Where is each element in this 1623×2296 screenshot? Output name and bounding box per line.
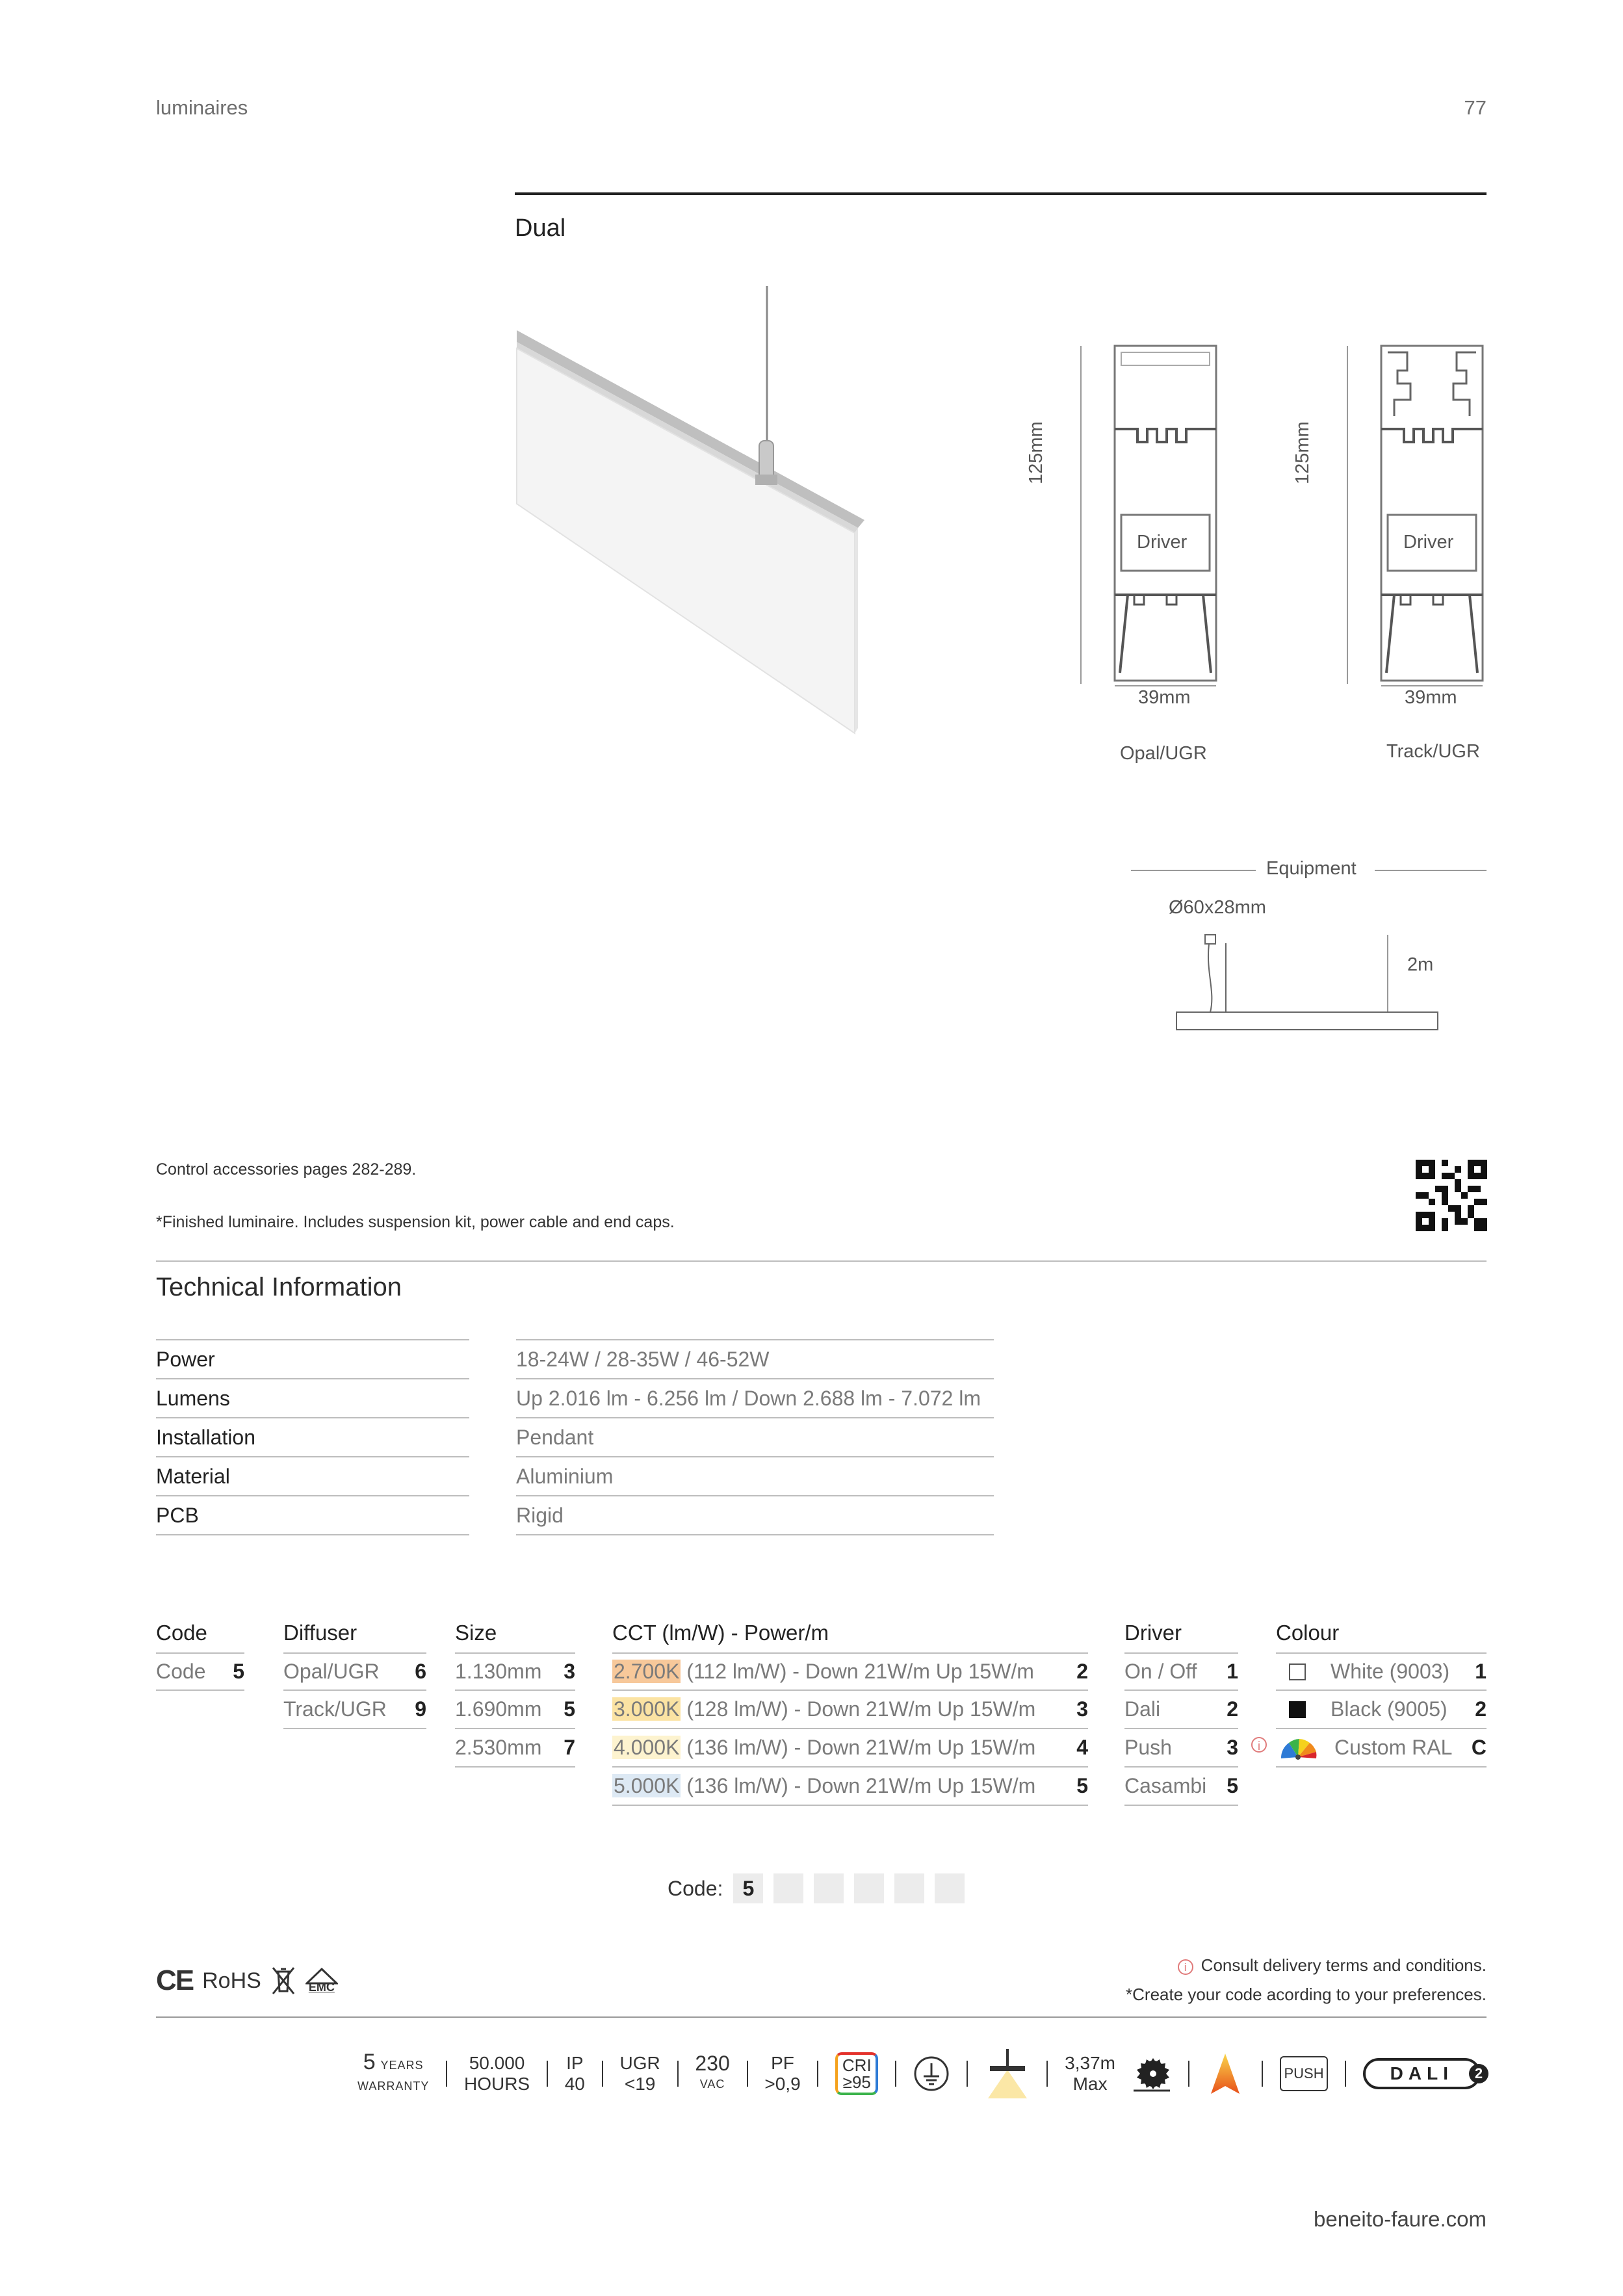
cct-option[interactable] <box>612 1768 1088 1806</box>
cct-details: (136 lm/W) - Down 21W/m Up 15W/m <box>681 1774 1036 1797</box>
driver-label: Dali <box>1124 1697 1161 1721</box>
ral-fan-icon <box>1276 1734 1321 1762</box>
code-builder-label: Code: <box>668 1876 723 1900</box>
specs-strip <box>357 2041 1488 2106</box>
code-row-code: 5 <box>233 1660 244 1683</box>
colour-option[interactable] <box>1276 1652 1487 1691</box>
tech-row <box>156 1379 994 1418</box>
cri-badge <box>835 2052 878 2095</box>
code-box-4[interactable] <box>854 1873 884 1903</box>
size-label: 1.130mm <box>455 1660 542 1683</box>
earth-ground-icon <box>913 2055 950 2092</box>
separator <box>817 2061 818 2087</box>
certifications <box>156 1964 338 1997</box>
track-driver-label: Driver <box>1403 532 1454 553</box>
pf-label: PF <box>771 2053 794 2073</box>
opal-caption: Opal/UGR <box>1120 743 1207 764</box>
code-builder <box>668 1873 965 1903</box>
colour-code: 1 <box>1475 1660 1487 1683</box>
driver-code: 1 <box>1227 1660 1238 1683</box>
cct-column <box>612 1619 1088 1806</box>
section-label: luminaires <box>156 96 248 119</box>
cct-details: (128 lm/W) - Down 21W/m Up 15W/m <box>681 1697 1036 1721</box>
delivery-info-icon: i <box>1178 1959 1193 1975</box>
cct-details: (136 lm/W) - Down 21W/m Up 15W/m <box>681 1736 1036 1759</box>
opal-section-drawing <box>1037 338 1232 702</box>
warranty-years: YEARS <box>380 2058 424 2072</box>
ugr-label: UGR <box>619 2053 660 2073</box>
driver-label: On / Off <box>1124 1660 1197 1683</box>
code-column <box>156 1619 244 1691</box>
cct-code: 2 <box>1076 1660 1088 1683</box>
tech-row <box>156 1340 994 1379</box>
tech-value: Up 2.016 lm - 6.256 lm / Down 2.688 lm - 7.072 lm <box>516 1379 994 1418</box>
colour-option[interactable] <box>1276 1691 1487 1729</box>
tech-key: Material <box>156 1457 469 1496</box>
opal-height-label: 125mm <box>1026 421 1046 484</box>
colour-header: Colour <box>1276 1621 1340 1645</box>
black-swatch-icon <box>1289 1701 1306 1718</box>
code-box-6[interactable] <box>935 1873 965 1903</box>
tech-value: 18-24W / 28-35W / 46-52W <box>516 1340 994 1379</box>
warranty-num: 5 <box>363 2049 376 2074</box>
separator <box>895 2061 896 2087</box>
driver-option[interactable] <box>1124 1691 1238 1729</box>
white-swatch-icon <box>1289 1663 1306 1680</box>
cct-header: CCT (lm/W) - Power/m <box>612 1621 829 1645</box>
voltage-value: 230 <box>695 2052 730 2075</box>
cct-temp-badge: 4.000K <box>614 1736 680 1759</box>
code-box-5[interactable] <box>894 1873 924 1903</box>
separator <box>967 2061 968 2087</box>
equipment-size: Ø60x28mm <box>1169 897 1266 918</box>
ip-label: IP <box>566 2053 584 2073</box>
size-code: 5 <box>564 1697 575 1721</box>
product-image <box>507 286 871 741</box>
colour-label: White (9003) <box>1331 1660 1450 1683</box>
tech-top-rule <box>156 1260 1487 1262</box>
separator <box>677 2061 679 2087</box>
size-option[interactable] <box>455 1729 575 1768</box>
saw-cut-icon <box>1132 2054 1171 2093</box>
separator <box>602 2061 603 2087</box>
colour-column <box>1276 1619 1487 1768</box>
delivery-note <box>1178 1955 1487 1976</box>
diffuser-header: Diffuser <box>283 1621 357 1645</box>
weee-bin-icon <box>270 1965 296 1996</box>
tech-row <box>156 1418 994 1457</box>
ip-value: 40 <box>564 2074 585 2094</box>
cct-temp-badge: 3.000K <box>614 1697 680 1721</box>
cct-code: 3 <box>1076 1697 1088 1721</box>
dimmable-flame-icon <box>1206 2051 1245 2096</box>
page-number: 77 <box>1464 96 1487 119</box>
code-row-label: Code <box>156 1660 206 1683</box>
size-code: 7 <box>564 1736 575 1759</box>
cct-code: 5 <box>1076 1774 1088 1797</box>
diffuser-option[interactable] <box>283 1652 426 1691</box>
pf-value: >0,9 <box>764 2074 801 2094</box>
cct-details: (112 lm/W) - Down 21W/m Up 15W/m <box>681 1660 1034 1683</box>
hours-badge <box>464 2053 530 2094</box>
title-rule <box>515 192 1487 195</box>
voltage-unit: VAC <box>699 2078 725 2091</box>
variant-title: Dual <box>515 215 566 242</box>
pf-badge <box>764 2053 800 2094</box>
tech-key: PCB <box>156 1496 469 1535</box>
warranty-word: WARRANTY <box>357 2079 430 2093</box>
separator <box>547 2061 548 2087</box>
track-height-label: 125mm <box>1292 421 1313 484</box>
equipment-title: Equipment <box>1266 858 1357 879</box>
colour-label: Custom RAL <box>1334 1736 1453 1759</box>
size-column <box>455 1619 575 1768</box>
separator <box>1262 2061 1263 2087</box>
delivery-text: Consult delivery terms and conditions. <box>1201 1955 1487 1975</box>
ce-mark-icon: CE <box>156 1964 194 1996</box>
track-section-drawing <box>1303 338 1498 702</box>
rohs-label: RoHS <box>202 1968 261 1993</box>
cct-temp-badge: 2.700K <box>614 1660 680 1683</box>
size-label: 2.530mm <box>455 1736 542 1759</box>
ugr-badge <box>620 2053 660 2094</box>
code-row[interactable] <box>156 1652 244 1691</box>
driver-header: Driver <box>1124 1621 1182 1645</box>
cable-length: 2m <box>1407 954 1434 975</box>
diffuser-label: Opal/UGR <box>283 1660 380 1683</box>
equipment-rule-right <box>1375 870 1487 871</box>
tech-table <box>156 1339 994 1535</box>
separator <box>747 2061 748 2087</box>
website-link[interactable]: beneito-faure.com <box>1314 2207 1487 2231</box>
separator <box>1046 2061 1048 2087</box>
emc-mark-icon <box>305 1968 338 1994</box>
equipment-rule-left <box>1131 870 1256 871</box>
separator <box>1188 2061 1189 2087</box>
driver-code: 2 <box>1227 1697 1238 1721</box>
tech-key: Power <box>156 1340 469 1379</box>
driver-label: Push <box>1124 1736 1172 1759</box>
code-box-1: 5 <box>733 1873 763 1903</box>
finished-note: *Finished luminaire. Includes suspension kit, power cable and end caps. <box>156 1213 675 1231</box>
tech-row <box>156 1457 994 1496</box>
size-option[interactable] <box>455 1691 575 1729</box>
separator <box>1345 2061 1346 2087</box>
separator <box>446 2061 447 2087</box>
size-label: 1.690mm <box>455 1697 542 1721</box>
colour-option[interactable] <box>1276 1729 1487 1768</box>
driver-label: Casambi <box>1124 1774 1207 1797</box>
tech-title: Technical Information <box>156 1273 402 1301</box>
driver-code: 5 <box>1227 1774 1238 1797</box>
diffuser-label: Track/UGR <box>283 1697 387 1721</box>
diffuser-column <box>283 1619 426 1729</box>
diffuser-code: 6 <box>415 1660 426 1683</box>
info-icon[interactable]: i <box>1251 1737 1267 1753</box>
hours-num: 50.000 <box>469 2053 525 2073</box>
pendant-light-icon <box>985 2048 1030 2100</box>
track-caption: Track/UGR <box>1386 741 1480 762</box>
cct-code: 4 <box>1076 1736 1088 1759</box>
dali-version: 2 <box>1469 2064 1488 2083</box>
footer-rule <box>156 2016 1487 2018</box>
dali-text: DALI <box>1363 2058 1481 2089</box>
diffuser-option[interactable] <box>283 1691 426 1729</box>
colour-code: C <box>1471 1736 1487 1759</box>
cct-option[interactable] <box>612 1729 1088 1768</box>
dali-logo <box>1363 2058 1488 2089</box>
code-box-2[interactable] <box>773 1873 803 1903</box>
tech-value: Pendant <box>516 1418 994 1457</box>
cri-value: ≥95 <box>842 2072 871 2092</box>
opal-width-label: 39mm <box>1138 687 1191 708</box>
code-header: Code <box>156 1621 207 1645</box>
tech-key: Lumens <box>156 1379 469 1418</box>
control-note: Control accessories pages 282-289. <box>156 1160 417 1179</box>
driver-option[interactable] <box>1124 1652 1238 1691</box>
max-length-badge <box>1065 2053 1115 2094</box>
qr-code[interactable] <box>1416 1160 1487 1231</box>
cct-option[interactable] <box>612 1691 1088 1729</box>
diffuser-code: 9 <box>415 1697 426 1721</box>
tech-value: Aluminium <box>516 1457 994 1496</box>
max-length: 3,37m <box>1065 2053 1115 2073</box>
size-code: 3 <box>564 1660 575 1683</box>
driver-code: 3 <box>1227 1736 1238 1759</box>
hours-word: HOURS <box>463 2074 530 2094</box>
driver-column <box>1124 1619 1238 1806</box>
cct-option[interactable] <box>612 1652 1088 1691</box>
size-header: Size <box>455 1621 497 1645</box>
warranty-badge <box>357 2049 430 2096</box>
max-word: Max <box>1072 2074 1108 2094</box>
voltage-badge <box>695 2053 729 2094</box>
cri-label: CRI <box>842 2055 872 2075</box>
colour-code: 2 <box>1475 1697 1487 1721</box>
size-option[interactable] <box>455 1652 575 1691</box>
colour-label: Black (9005) <box>1331 1697 1448 1721</box>
emc-label: EMC <box>308 1980 335 1994</box>
driver-option[interactable] <box>1124 1768 1238 1806</box>
push-badge: PUSH <box>1280 2056 1328 2091</box>
equipment-drawing <box>1170 926 1449 1040</box>
opal-driver-label: Driver <box>1137 532 1188 553</box>
track-width-label: 39mm <box>1405 687 1457 708</box>
ip-badge <box>565 2053 585 2094</box>
tech-row <box>156 1496 994 1535</box>
tech-key: Installation <box>156 1418 469 1457</box>
create-code-note: *Create your code acording to your preferences. <box>1126 1985 1487 2004</box>
tech-value: Rigid <box>516 1496 994 1535</box>
driver-option[interactable] <box>1124 1729 1238 1768</box>
cct-temp-badge: 5.000K <box>614 1774 680 1797</box>
code-box-3[interactable] <box>814 1873 844 1903</box>
ugr-value: <19 <box>624 2074 656 2094</box>
